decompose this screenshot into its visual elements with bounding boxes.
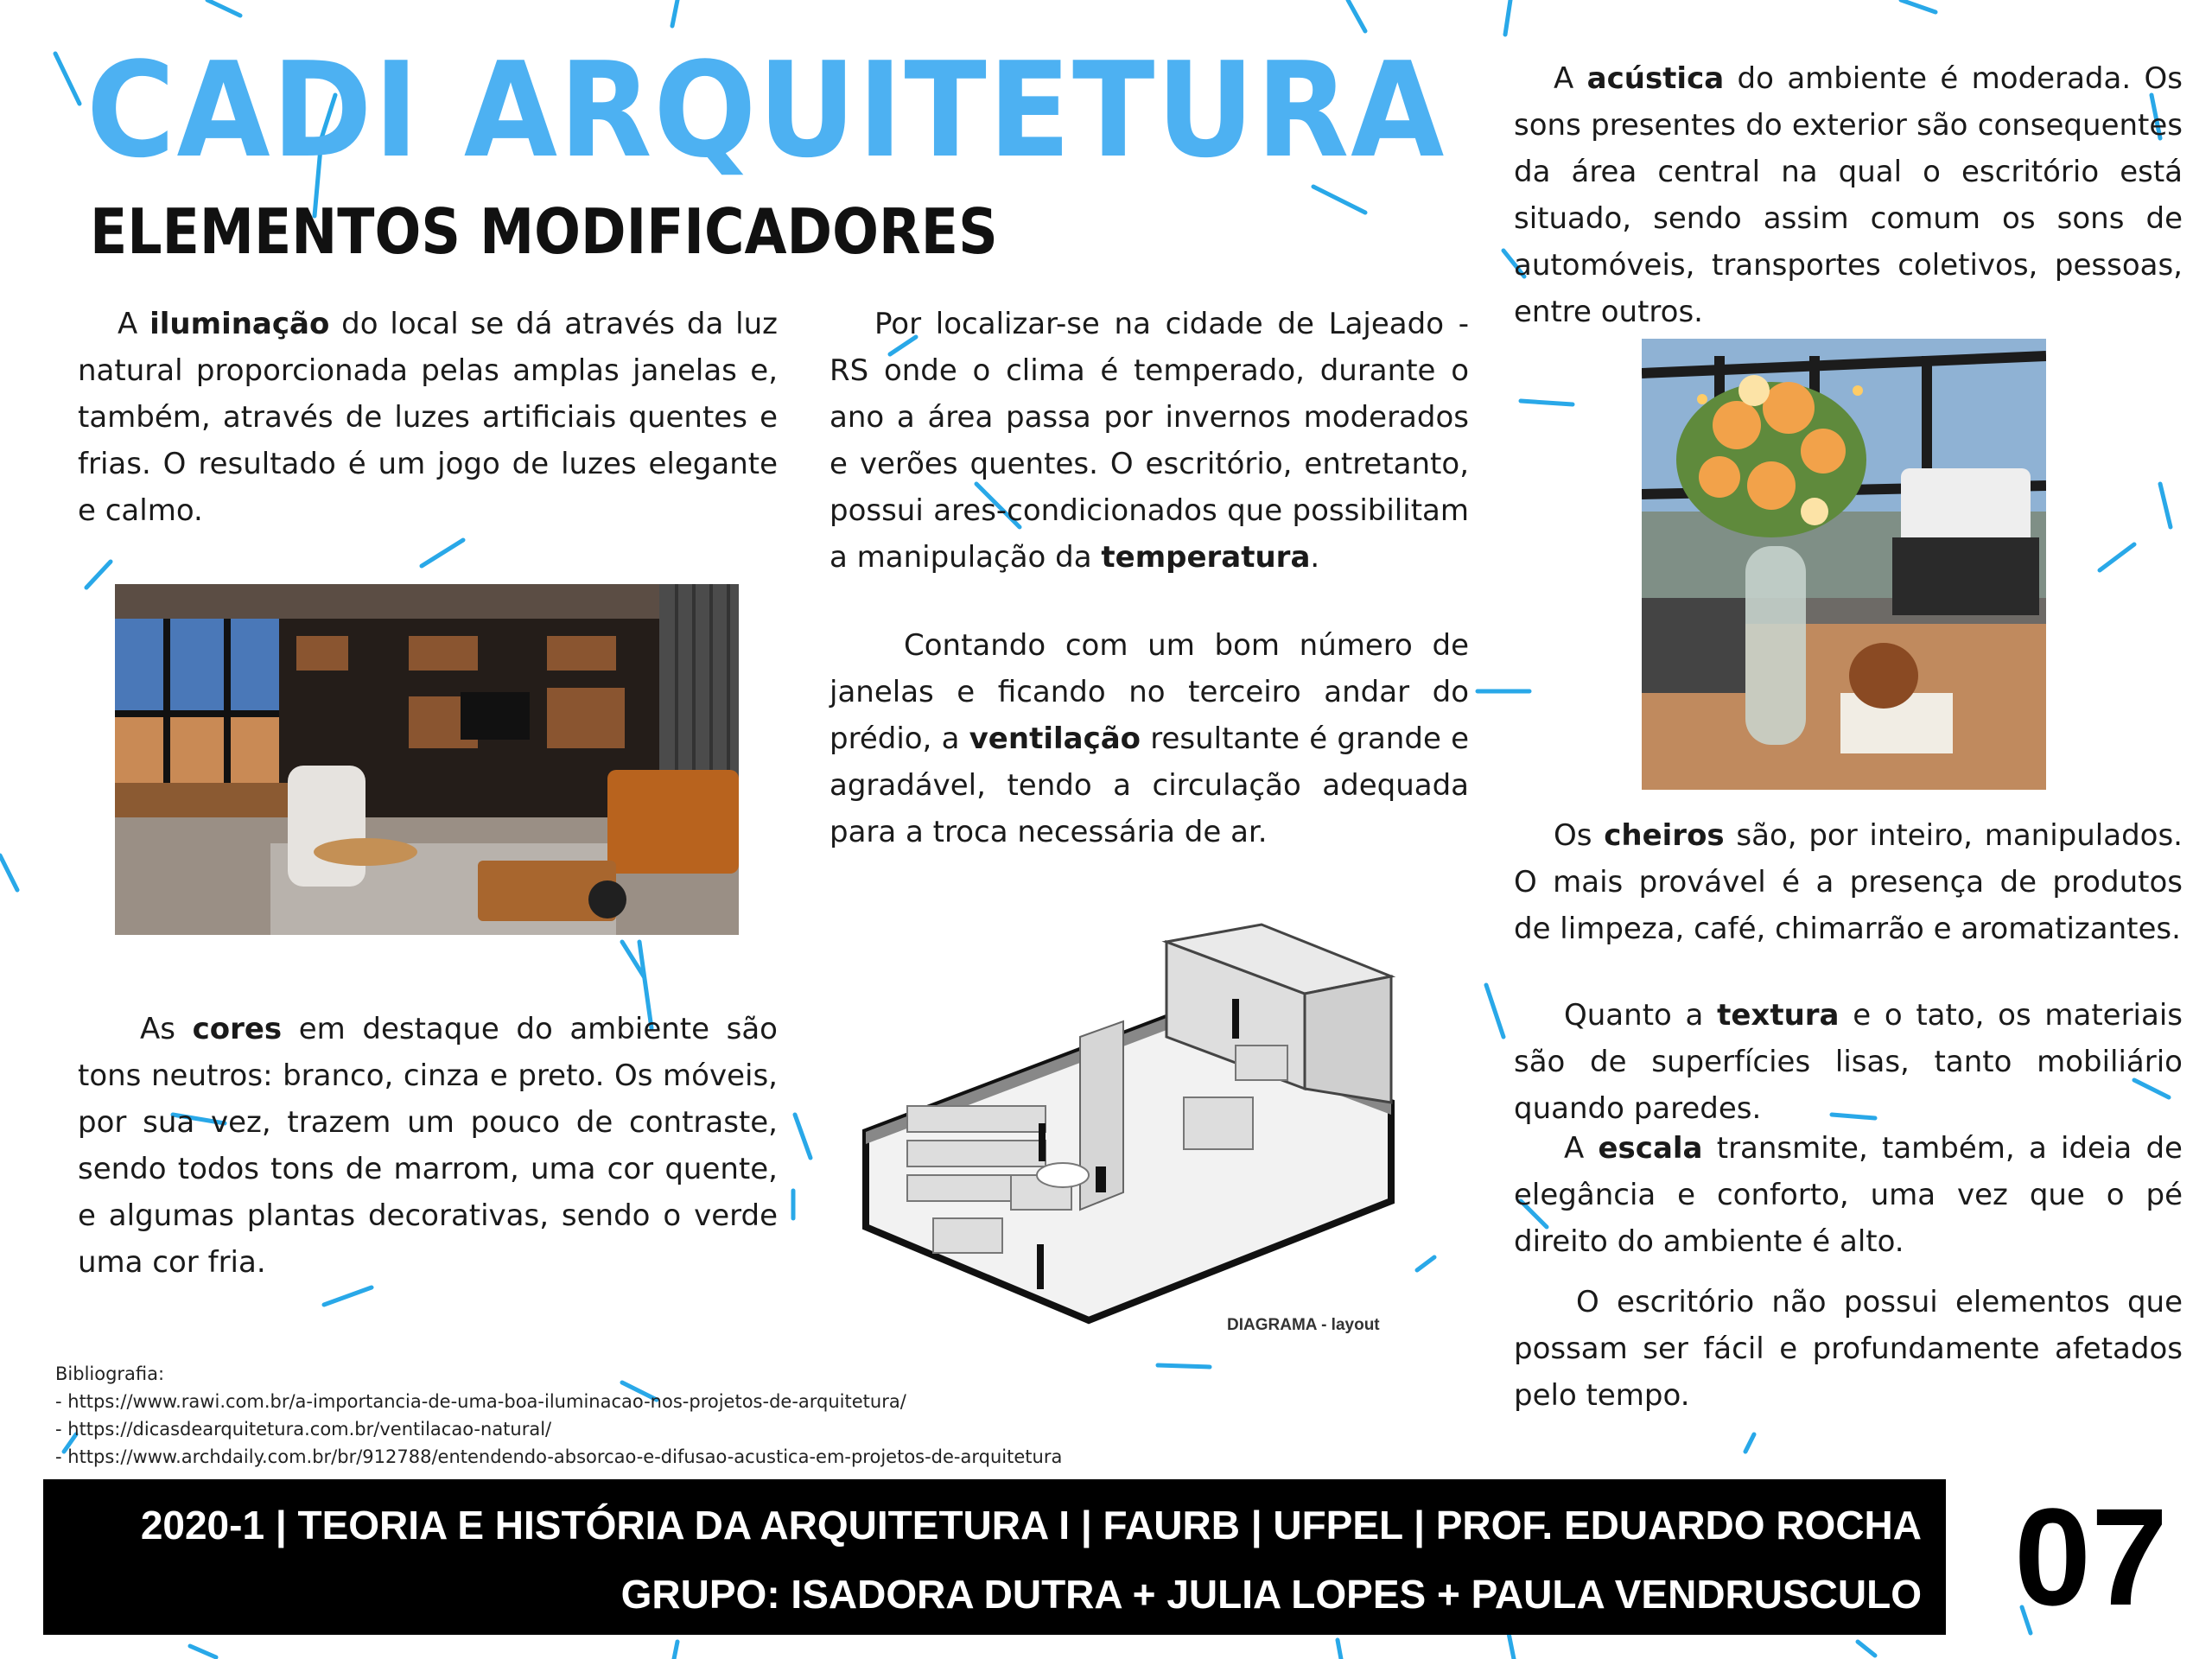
paragraph-cheiros: Os cheiros são, por inteiro, manipulados. O mais provável é a presença de produtos de limpeza, café, chimarrão e aromatizantes.	[1514, 818, 2183, 946]
paragraph-temperatura: Por localizar-se na cidade de Lajeado - RS onde o clima é temperado, durante o ano a área passa por invernos moderados e verões quentes. O escritório, entretanto, possui ares-condicionados que possibilitam a manipulação da temperatura.	[830, 307, 1469, 575]
page-number: 07	[2014, 1479, 2168, 1634]
page-title: CADI ARQUITETURA	[86, 34, 1446, 187]
paragraph-textura: Quanto a textura e o tato, os materiais são de superfícies lisas, tanto mobiliário quando paredes.	[1514, 998, 2183, 1126]
bibliography-item: - https://www.archdaily.com.br/br/912788/entendendo-absorcao-e-difusao-acustica-em-projetos-de-arquitetura	[55, 1446, 1063, 1467]
paragraph-iluminacao: A iluminação do local se dá através da luz natural proporcionada pelas amplas janelas e, também, através de luzes artificiais quentes e frias. O resultado é um jogo de luzes elegante e calmo.	[78, 307, 778, 528]
bibliography-item: - https://dicasdearquitetura.com.br/ventilacao-natural/	[55, 1419, 552, 1440]
paragraph-escala: A escala transmite, também, a ideia de elegância e conforto, uma vez que o pé direito do ambiente é alto.	[1514, 1131, 2183, 1259]
diagram-label: DIAGRAMA - layout	[1227, 1316, 1380, 1334]
footer-course-line: 2020-1 | TEORIA E HISTÓRIA DA ARQUITETURA I | FAURB | UFPEL | PROF. EDUARDO ROCHA	[140, 1503, 1922, 1548]
photo-living-room	[115, 584, 739, 935]
page-subtitle: ELEMENTOS MODIFICADORES	[90, 195, 998, 268]
diagram-layout	[855, 916, 1408, 1348]
paragraph-tempo: O escritório não possui elementos que possam ser fácil e profundamente afetados pelo tempo.	[1514, 1285, 2183, 1413]
paragraph-ventilacao: Contando com um bom número de janelas e ficando no terceiro andar do prédio, a ventilação resultante é grande e agradável, tendo a circulação adequada para a troca necessária de ar.	[830, 628, 1469, 849]
bibliography-item: - https://www.rawi.com.br/a-importancia-de-uma-boa-iluminacao-nos-projetos-de-arquitetura/	[55, 1391, 906, 1412]
photo-flowers-vase	[1642, 339, 2046, 790]
footer-bar	[43, 1479, 1946, 1635]
footer-group-line: GRUPO: ISADORA DUTRA + JULIA LOPES + PAULA VENDRUSCULO	[620, 1572, 1922, 1617]
paragraph-acustica: A acústica do ambiente é moderada. Os sons presentes do exterior são consequentes da área central na qual o escritório está situado, sendo assim comum os sons de automóveis, transportes coletivos, pessoas, entre outros.	[1514, 61, 2183, 329]
bibliography	[55, 1360, 1062, 1471]
bibliography-heading: Bibliografia:	[55, 1363, 165, 1384]
paragraph-cores: As cores em destaque do ambiente são tons neutros: branco, cinza e preto. Os móveis, por sua vez, trazem um pouco de contraste, sendo todos tons de marrom, uma cor quente, e algumas plantas decorativas, sendo o verde uma cor fria.	[78, 1012, 778, 1280]
